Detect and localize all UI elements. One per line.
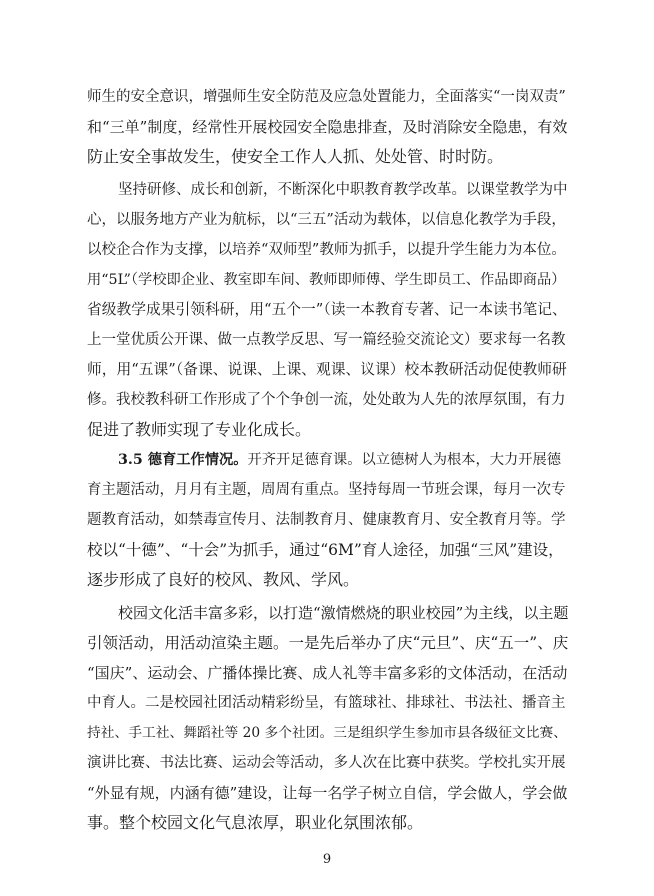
body-line: 中育人。二是校园社团活动精彩纷呈，有篮球社、排球社、书法社、播音主: [87, 695, 566, 711]
body-line: 以校企合作为支撑，以培养“双师型”教师为抓手，以提升学生能力为本位。: [87, 242, 566, 258]
body-line: 师，用“五课”（备课、说课、上课、观课、议课）校本教研活动促使教师研: [87, 361, 567, 378]
body-line: 校以“十德”、“十会”为抓手，通过“6M”育人途径，加强“三风”建设，: [87, 541, 564, 559]
body-line: 育主题活动，月月有主题，周周有重点。坚持每周一节班会课，每月一次专: [87, 482, 566, 498]
body-line: 防止安全事故发生，使安全工作人人抓、处处管、时时防。: [87, 147, 504, 166]
body-line: 师生的安全意识，增强师生安全防范及应急处置能力，全面落实“一岗双责”: [87, 89, 566, 105]
body-line: 引领活动，用活动渲染主题。一是先后举办了庆“元旦”、庆“五一”、庆: [87, 634, 569, 652]
body-line: 促进了教师实现了专业化成长。: [87, 420, 312, 439]
section-heading: 3.5 德育工作情况。: [118, 452, 248, 468]
body-line: 演讲比赛、书法比赛、运动会等活动，多人次在比赛中获奖。学校扎实开展: [87, 755, 566, 771]
body-line: 省级教学成果引领科研，用“五个一”（读一本教育专著、记一本读书笔记、: [87, 301, 567, 318]
body-text: 开齐开足德育课。以立德树人为根本，大力开展德: [247, 452, 562, 468]
body-line: 校园文化活丰富多彩，以打造“激情燃烧的职业校园”为主线，以主题: [118, 604, 569, 622]
body-line: 持社、手工社、舞蹈社等 20 多个社团。三是组织学生参加市县各级征文比赛、: [87, 725, 567, 741]
body-line: 心，以服务地方产业为航标，以“三五”活动为载体，以信息化教学为手段，: [87, 212, 566, 228]
body-line: 事。整个校园文化气息浓厚，职业化氛围浓郁。: [87, 813, 424, 832]
body-line: 和“三单”制度，经常性开展校园安全隐患排查，及时消除安全隐患，有效: [87, 118, 568, 136]
body-line: “外显有规，内涵有德”建设，让每一名学子树立自信，学会做人，学会做: [87, 784, 568, 802]
body-line: 题教育活动，如禁毒宣传月、法制教育月、健康教育月、安全教育月等。学: [87, 512, 566, 528]
page-number: 9: [322, 852, 332, 867]
body-line: 用“5L”（学校即企业、教室即车间、教师即师傅、学生即员工、作品即商品）: [87, 272, 566, 288]
body-line: 上一堂优质公开课、做一点教学反思、写一篇经验交流论文）要求每一名教: [87, 332, 566, 348]
body-line: [118, 445, 561, 475]
body-line: 逐步形成了良好的校风、教风、学风。: [87, 570, 360, 589]
body-line: “国庆”、运动会、广播体操比赛、成人礼等丰富多彩的文体活动，在活动: [87, 664, 568, 682]
body-line: 修。我校教科研工作形成了个个争创一流，处处敢为人先的浓厚氛围，有力: [87, 392, 566, 408]
body-line: 坚持研修、成长和创新，不断深化中职教育教学改革。以课堂教学为中: [118, 182, 568, 198]
